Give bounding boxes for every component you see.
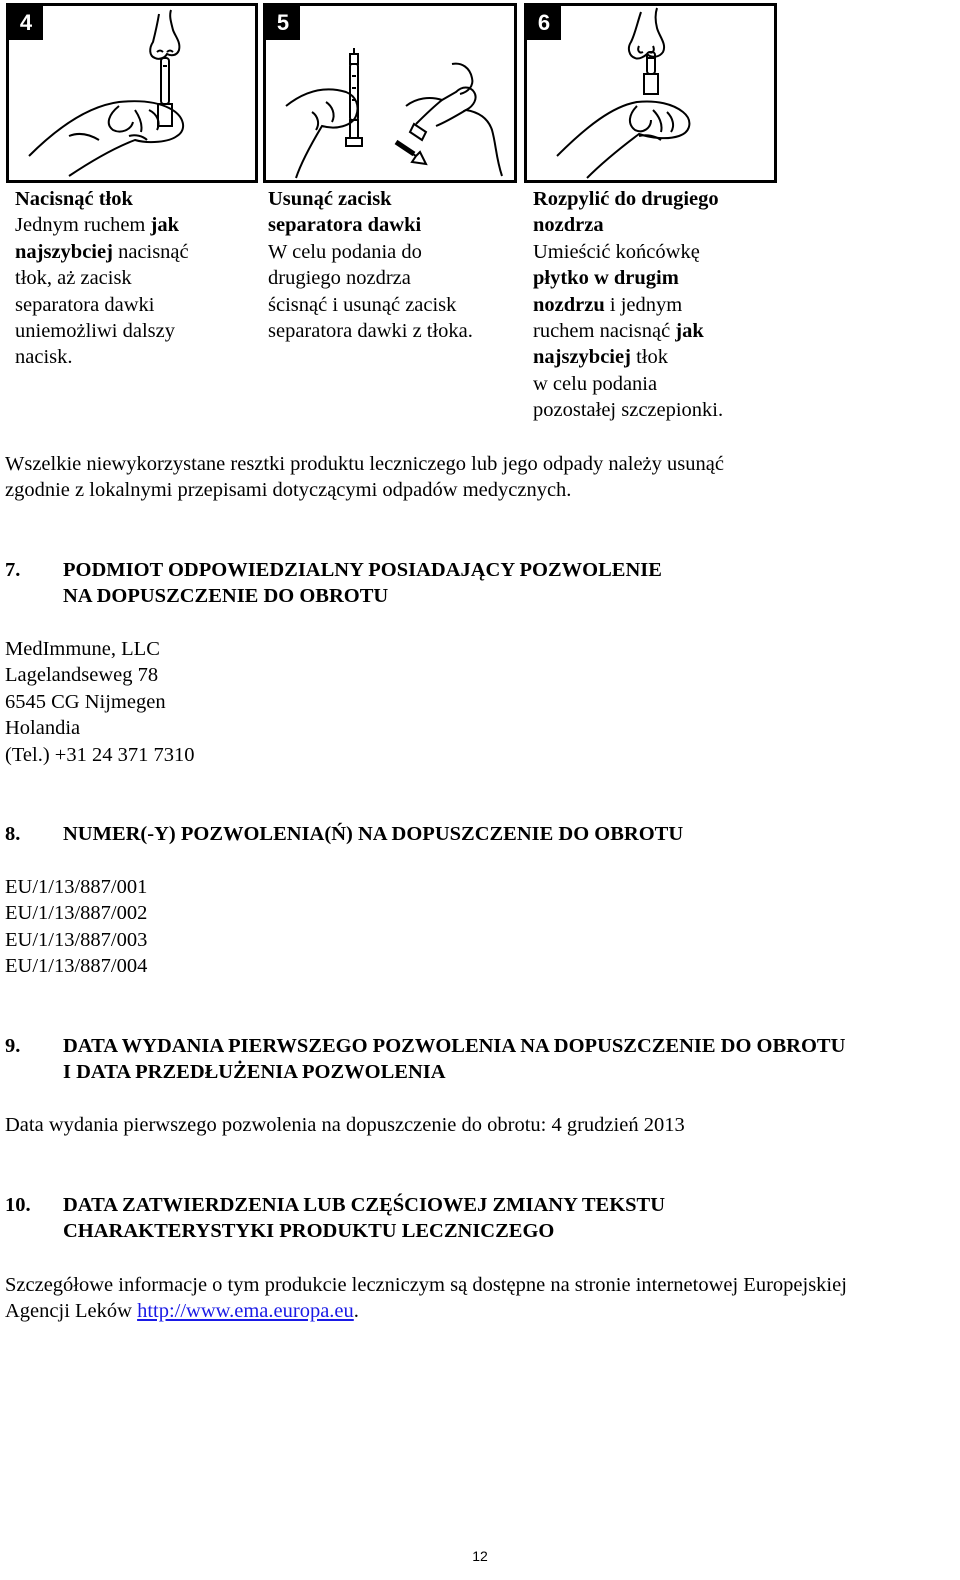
section-title: DATA ZATWIERDZENIA LUB CZĘŚCIOWEJ ZMIANY TEKSTU — [63, 1194, 666, 1216]
spray-second-nostril-illustration — [527, 6, 774, 180]
step-number-badge: 4 — [9, 6, 43, 40]
press-plunger-illustration — [9, 6, 255, 180]
section-number: 9. — [5, 1035, 21, 1057]
step-text-bold: jak — [150, 214, 179, 237]
step-text: separatora dawki — [15, 293, 155, 316]
step-text: drugiego nozdrza — [268, 267, 411, 290]
page-number: 12 — [472, 1548, 488, 1564]
remove-dose-clip-illustration — [266, 6, 514, 180]
step-text: tłok — [630, 346, 668, 369]
step-text: uniemożliwi dalszy — [15, 320, 175, 343]
step-text-bold: płytko w drugim — [533, 267, 679, 290]
step-5-title: Usunąć zacisk — [268, 188, 392, 210]
paragraph-line: Data wydania pierwszego pozwolenia na dopuszczenie do obrotu: 4 grudzień 2013 — [5, 1114, 685, 1136]
holder-address — [5, 636, 194, 768]
address-line: 6545 CG Nijmegen — [5, 690, 166, 713]
section-number: 7. — [5, 559, 21, 581]
section-title: NUMER(-Y) POZWOLENIA(Ń) NA DOPUSZCZENIE DO OBROTU — [63, 823, 684, 845]
authorisation-number: EU/1/13/887/001 — [5, 876, 148, 898]
paragraph-line: Szczegółowe informacje o tym produkcie leczniczym są dostępne na stronie internetowej Europejskiej — [5, 1274, 847, 1296]
step-text-bold: jak — [675, 320, 704, 343]
illustration-panel-6 — [524, 3, 777, 183]
step-text-bold: najszybciej — [15, 240, 113, 263]
step-text: ścisnąć i usunąć zacisk — [268, 293, 457, 316]
address-line: (Tel.) +31 24 371 7310 — [5, 743, 195, 766]
step-text: pozostałej szczepionki. — [533, 399, 724, 422]
step-4-title: Nacisnąć tłok — [15, 188, 133, 210]
address-line: Holandia — [5, 717, 81, 740]
step-text: nacisk. — [15, 346, 73, 369]
step-4-instructions — [15, 186, 255, 371]
step-text: Jednym ruchem — [15, 214, 151, 237]
disposal-paragraph — [5, 451, 724, 504]
authorisation-number: EU/1/13/887/002 — [5, 902, 148, 925]
step-6-title: Rozpylić do drugiego — [533, 188, 719, 210]
illustration-panel-4 — [6, 3, 258, 183]
step-text-bold: najszybciej — [533, 346, 631, 369]
more-information-paragraph — [5, 1272, 847, 1325]
section-number: 8. — [5, 823, 21, 845]
paragraph-line: zgodnie z lokalnymi przepisami dotyczącymi odpadów medycznych. — [5, 479, 572, 502]
section-title: CHARAKTERYSTYKI PRODUKTU LECZNICZEGO — [63, 1220, 555, 1243]
illustration-panel-5 — [263, 3, 517, 183]
step-text: Umieścić końcówkę — [533, 240, 700, 263]
step-number-badge: 5 — [266, 6, 300, 40]
section-number: 10. — [5, 1194, 31, 1216]
step-text: ruchem nacisnąć — [533, 320, 676, 343]
step-text: i jednym — [604, 293, 683, 316]
step-5-title: separatora dawki — [268, 214, 422, 237]
step-number-badge: 6 — [527, 6, 561, 40]
step-text: w celu podania — [533, 372, 658, 395]
address-line: MedImmune, LLC — [5, 638, 160, 660]
first-authorisation-date — [5, 1112, 685, 1138]
step-text: nacisnąć — [112, 240, 189, 263]
section-title: DATA WYDANIA PIERWSZEGO POZWOLENIA NA DOPUSZCZENIE DO OBROTU — [63, 1035, 846, 1057]
step-text-bold: nozdrzu — [533, 293, 605, 316]
paragraph-line: . — [353, 1300, 359, 1323]
section-title: I DATA PRZEDŁUŻENIA POZWOLENIA — [63, 1061, 446, 1084]
step-text: tłok, aż zacisk — [15, 267, 132, 290]
section-title: PODMIOT ODPOWIEDZIALNY POSIADAJĄCY POZWOLENIE — [63, 559, 662, 581]
section-title: NA DOPUSZCZENIE DO OBROTU — [63, 585, 389, 608]
address-line: Lagelandseweg 78 — [5, 664, 159, 687]
step-text: W celu podania do — [268, 240, 422, 263]
step-6-title: nozdrza — [533, 214, 604, 237]
step-text: separatora dawki z tłoka. — [268, 320, 473, 343]
step-5-instructions — [268, 186, 518, 344]
paragraph-line: Wszelkie niewykorzystane resztki produktu leczniczego lub jego odpady należy usunąć — [5, 453, 724, 475]
ema-website-link[interactable]: http://www.ema.europa.eu — [137, 1300, 354, 1323]
step-6-instructions — [533, 186, 783, 424]
authorisation-number: EU/1/13/887/003 — [5, 928, 148, 951]
authorisation-numbers — [5, 874, 147, 980]
authorisation-number: EU/1/13/887/004 — [5, 955, 148, 978]
paragraph-line: Agencji Leków — [5, 1300, 138, 1323]
